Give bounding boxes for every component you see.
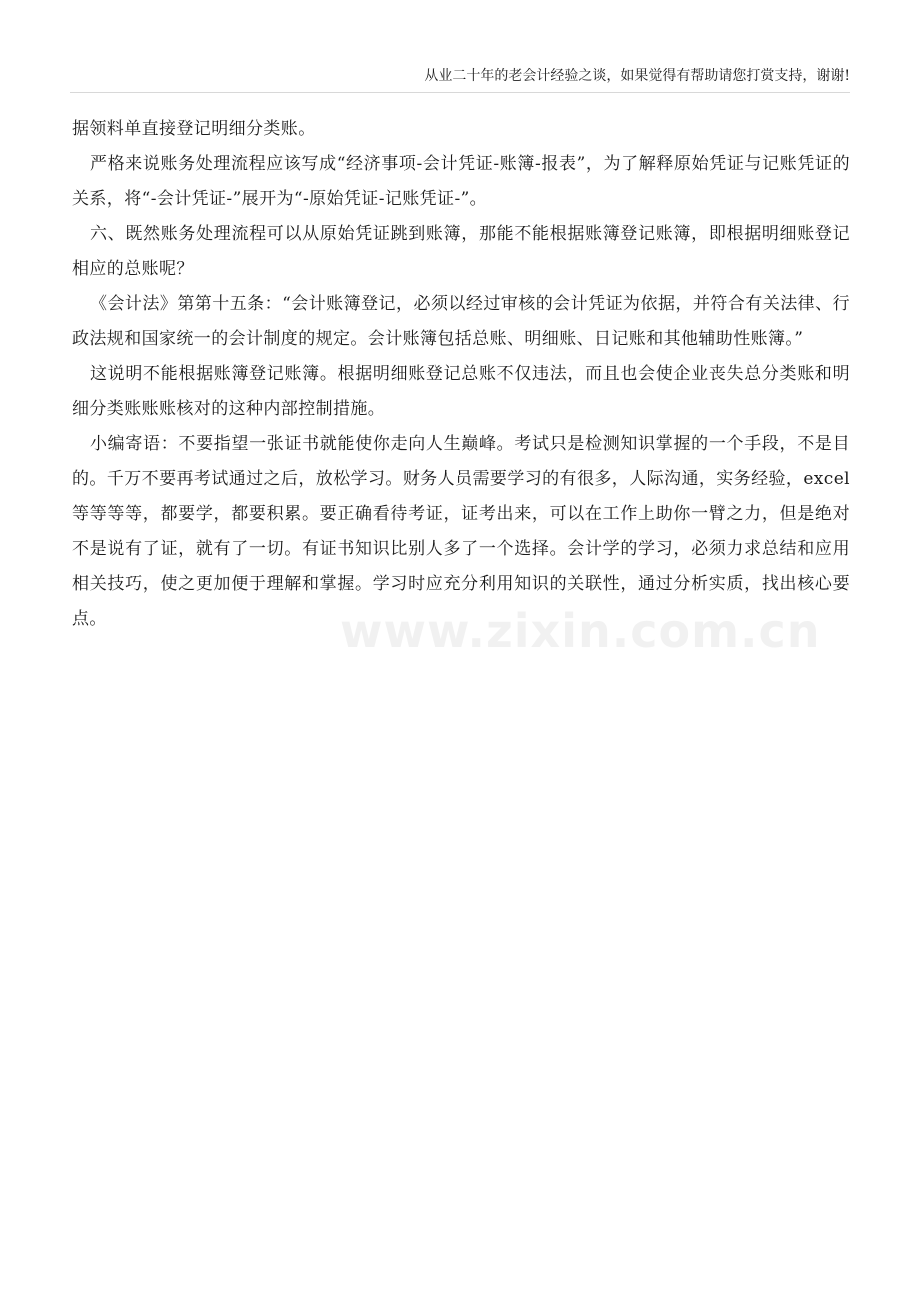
header-divider	[70, 92, 850, 93]
document-body	[72, 112, 850, 637]
paragraph-editor-note: 小编寄语：不要指望一张证书就能使你走向人生巅峰。考试只是检测知识掌握的一个手段，不是目的。千万不要再考试通过之后，放松学习。财务人员需要学习的有很多，人际沟通，实务经验，excel等等等等，都要学，都要积累。要正确看待考证，证考出来，可以在工作上助你一臂之力，但是绝对不是说有了证，就有了一切。有证书知识比别人多了一个选择。会计学的学习，必须力求总结和应用相关技巧，使之更加便于理解和掌握。学习时应充分利用知识的关联性，通过分析实质，找出核心要点。	[72, 434, 850, 629]
paragraph-process-flow: 严格来说账务处理流程应该写成“经济事项-会计凭证-账簿-报表”，为了解释原始凭证与记账凭证的关系，将“-会计凭证-”展开为“-原始凭证-记账凭证-”。	[72, 154, 850, 209]
paragraph-conclusion: 这说明不能根据账簿登记账簿。根据明细账登记总账不仅违法，而且也会使企业丧失总分类账和明细分类账账账核对的这种内部控制措施。	[72, 364, 850, 419]
header-note: 从业二十年的老会计经验之谈，如果觉得有帮助请您打赏支持，谢谢!	[424, 68, 850, 84]
watermark: www.zixin.com.cn	[340, 604, 821, 658]
paragraph-accounting-law: 《会计法》第第十五条：“会计账簿登记，必须以经过审核的会计凭证为依据，并符合有关法律、行政法规和国家统一的会计制度的规定。会计账簿包括总账、明细账、日记账和其他辅助性账簿。”	[72, 294, 850, 349]
paragraph-continuation: 据领料单直接登记明细分类账。	[72, 119, 316, 139]
paragraph-question-six: 六、既然账务处理流程可以从原始凭证跳到账簿，那能不能根据账簿登记账簿，即根据明细账登记相应的总账呢？	[72, 224, 850, 279]
